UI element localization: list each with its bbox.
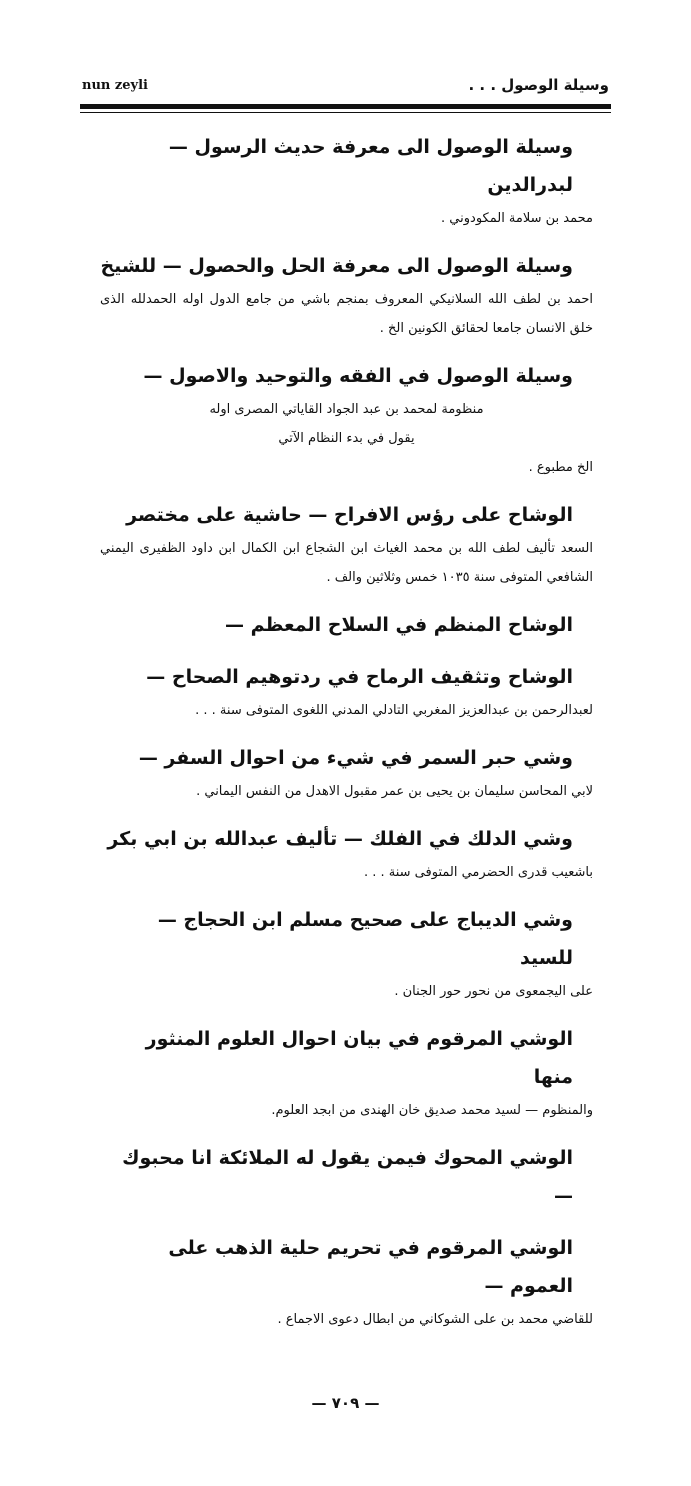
entry-title: وشي الدلك في الفلك — تأليف عبدالله بن ابي بكر <box>107 828 573 850</box>
entry-3 <box>100 357 593 482</box>
entry-12 <box>100 1229 593 1334</box>
entry-title: الوشي المرقوم في بيان احوال العلوم المنثور منها <box>145 1028 573 1088</box>
header-rule-thick <box>80 104 611 109</box>
entry-title: الوشي المحوك فيمن يقول له الملائكة انا محبوك — <box>122 1147 573 1207</box>
entry-title: وشي الديباج على صحيح مسلم ابن الحجاج — للسيد <box>157 909 573 969</box>
entry-title: الوشاح وتثقيف الرماح في ردتوهيم الصحاح — <box>146 666 573 688</box>
entry-6 <box>100 658 593 725</box>
entry-title: وسيلة الوصول الى معرفة الحل والحصول — للشيخ <box>100 255 573 277</box>
entry-description: لعبدالرحمن بن عبدالعزيز المغربي التادلي المدني اللغوى المتوفى سنة . . . <box>195 703 593 718</box>
entry-1 <box>100 128 593 233</box>
entry-2 <box>100 247 593 343</box>
page-number: — ٧٠٩ — <box>311 1394 380 1412</box>
header-rule-thin <box>80 112 611 113</box>
running-header <box>80 72 611 102</box>
entry-description: منظومة لمحمد بن عبد الجواد القاياتي المصرى اوله <box>209 402 484 417</box>
entry-5 <box>100 606 593 644</box>
entry-description: باشعيب قدرى الحضرمي المتوفى سنة . . . <box>363 865 593 880</box>
entry-description: والمنظوم — لسيد محمد صديق خان الهندى من ابجد العلوم. <box>271 1103 593 1118</box>
entry-description: احمد بن لطف الله السلانيكي المعروف بمنجم باشي من جامع الدول اوله الحمدلله الذى خلق الانسان جامعا لحقائق الكونين الخ . <box>100 292 593 336</box>
entry-title: الوشاح على رؤس الافراح — حاشية على مختصر <box>126 504 573 526</box>
entry-title: وسيلة الوصول الى معرفة حديث الرسول — لبدرالدين <box>168 136 573 196</box>
entry-description: للقاضي محمد بن على الشوكاني من ابطال دعوى الاجماع . <box>277 1312 593 1327</box>
entry-7 <box>100 739 593 806</box>
entries-body <box>100 128 593 1348</box>
entry-9 <box>100 901 593 1006</box>
header-left-text: nun zeyli <box>82 78 148 93</box>
entry-title: الوشي المرقوم في تحريم حلية الذهب على العموم — <box>168 1237 573 1297</box>
header-right-text: وسيلة الوصول . . . <box>468 76 609 94</box>
entry-verse: يقول في بدء النظام الآتي <box>278 431 415 446</box>
entry-title: وسيلة الوصول في الفقه والتوحيد والاصول — <box>143 365 573 387</box>
entry-description: لابي المحاسن سليمان بن يحيى بن عمر مقبول الاهدل من النفس اليماني . <box>196 784 593 799</box>
entry-description: على اليجمعوى من نحور حور الجنان . <box>394 984 593 999</box>
entry-tail: الخ مطبوع . <box>528 460 593 475</box>
entry-10 <box>100 1020 593 1125</box>
entry-11 <box>100 1139 593 1215</box>
entry-8 <box>100 820 593 887</box>
entry-title: الوشاح المنظم في السلاح المعظم — <box>225 614 573 636</box>
entry-4 <box>100 496 593 592</box>
entry-description: محمد بن سلامة المكودوني . <box>441 211 593 226</box>
entry-description: السعد تأليف لطف الله بن محمد الغياث ابن الشجاع ابن الكمال ابن داود الظفيرى اليمني الشافعي المتوفى سنة ١٠٣٥ خمس وثلاثين والف . <box>100 541 593 585</box>
entry-title: وشي حبر السمر في شيء من احوال السفر — <box>138 747 573 769</box>
